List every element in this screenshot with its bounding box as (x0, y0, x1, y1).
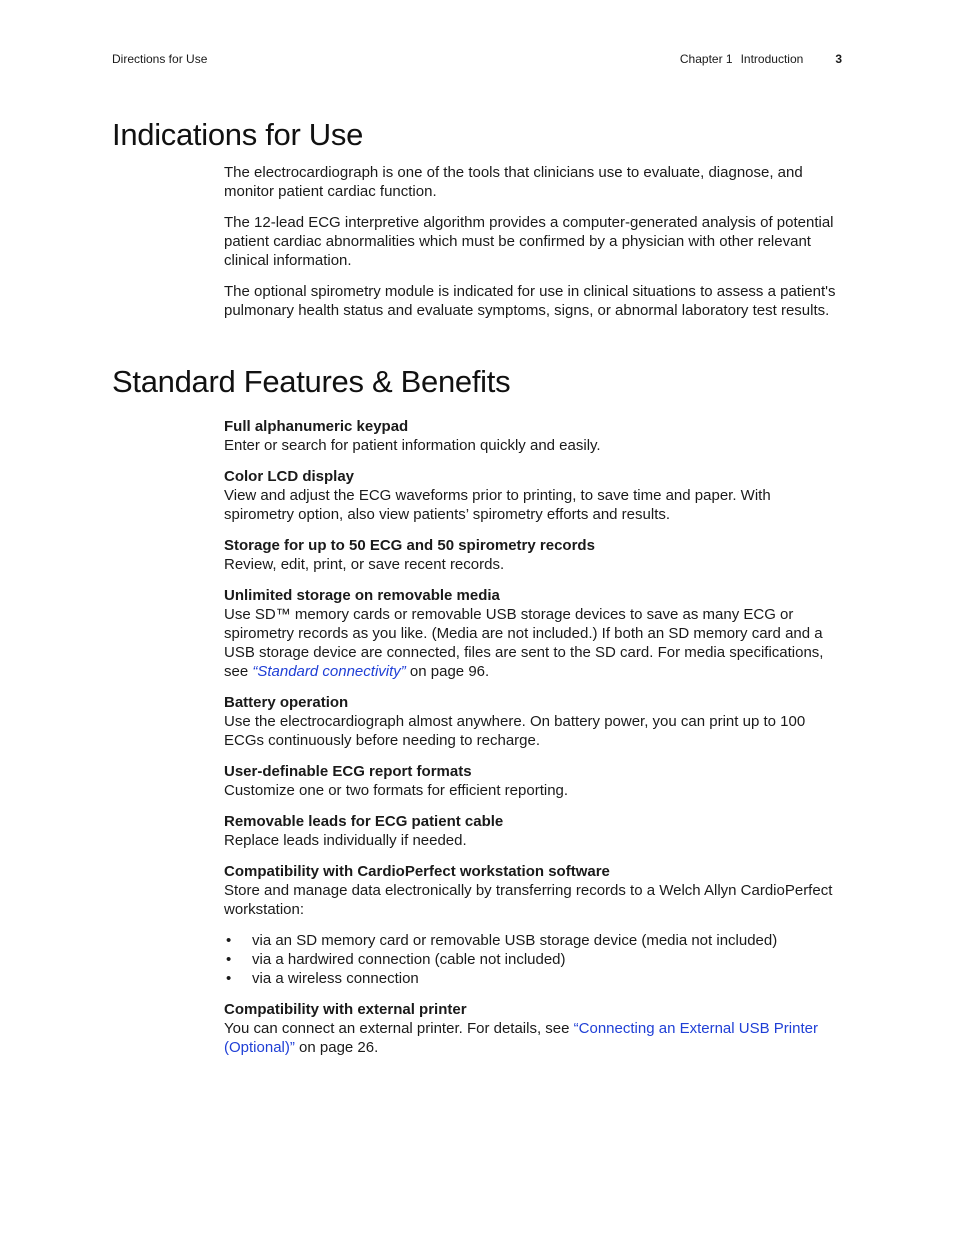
feature-description: View and adjust the ECG waveforms prior to printing, to save time and paper. With spirometry option, also view patients’ spirometry efforts and results. (224, 487, 771, 523)
bullet-item (224, 969, 844, 988)
bullet-text: via a hardwired connection (cable not included) (252, 951, 566, 968)
feature-title: Color LCD display (224, 468, 355, 485)
bullet-glyph: • (226, 932, 232, 949)
feature-title: Unlimited storage on removable media (224, 587, 500, 604)
paragraph: The optional spirometry module is indicated for use in clinical situations to assess a patient's pulmonary health status and evaluate symptoms, signs, or abnormal laboratory test results. (224, 283, 836, 319)
bullet-glyph: • (226, 970, 232, 987)
link-standard-connectivity[interactable]: “Standard connectivity” (252, 663, 406, 680)
running-header (112, 52, 842, 70)
bullet-glyph: • (226, 951, 232, 968)
feature-description (224, 1019, 844, 1057)
doc-title: Directions for Use (112, 52, 208, 66)
section-heading-indications: Indications for Use (112, 117, 364, 152)
section-heading-features: Standard Features & Benefits (112, 364, 511, 399)
feature-description: Store and manage data electronically by transferring records to a Welch Allyn CardioPerfect workstation: (224, 882, 833, 918)
page-reference: on page 96. (405, 663, 490, 680)
bullet-item (224, 950, 844, 969)
feature-item (224, 1000, 844, 1057)
feature-title: Storage for up to 50 ECG and 50 spirometry records (224, 537, 595, 554)
bullet-item (224, 931, 844, 950)
feature-description (224, 605, 844, 681)
feature-item (224, 586, 844, 681)
feature-description-text: Use SD™ memory cards or removable USB storage devices to save as many ECG or spirometry records as you like. (Media are not included.) If both an SD memory card and a USB storage device are connected, files are sent to the SD card. For media specifications, see (224, 606, 824, 680)
feature-item (224, 862, 844, 919)
feature-item (224, 693, 844, 750)
feature-item (224, 762, 844, 800)
feature-item (224, 467, 844, 524)
feature-title: Full alphanumeric keypad (224, 418, 409, 435)
chapter-number: Chapter 1 (679, 52, 733, 66)
connectivity-bullet-list (224, 931, 844, 988)
indications-body (224, 163, 844, 332)
bullet-text: via a wireless connection (252, 970, 419, 987)
page-reference: on page 26. (294, 1039, 379, 1056)
chapter-title: Introduction (740, 52, 804, 66)
feature-description: Customize one or two formats for efficient reporting. (224, 782, 569, 799)
feature-title: Removable leads for ECG patient cable (224, 813, 504, 830)
paragraph: The electrocardiograph is one of the tools that clinicians use to evaluate, diagnose, and monitor patient cardiac function. (224, 164, 803, 200)
feature-item (224, 417, 844, 455)
bullet-text: via an SD memory card or removable USB storage device (media not included) (252, 932, 778, 949)
feature-title: Compatibility with CardioPerfect workstation software (224, 863, 610, 880)
feature-item (224, 536, 844, 574)
link-external-usb-printer[interactable]: “Connecting an External USB Printer (Optional)” (224, 1020, 818, 1056)
feature-description: Use the electrocardiograph almost anywhere. On battery power, you can print up to 100 ECGs continuously before needing to recharge. (224, 713, 806, 749)
feature-description: Replace leads individually if needed. (224, 832, 467, 849)
feature-description: Enter or search for patient information quickly and easily. (224, 437, 601, 454)
feature-title: Compatibility with external printer (224, 1001, 467, 1018)
feature-title: Battery operation (224, 694, 349, 711)
chapter-info (680, 52, 842, 66)
feature-title: User-definable ECG report formats (224, 763, 472, 780)
features-body (224, 417, 844, 1069)
feature-description-text: You can connect an external printer. For details, see (224, 1020, 574, 1037)
feature-item (224, 812, 844, 850)
paragraph: The 12-lead ECG interpretive algorithm provides a computer-generated analysis of potential patient cardiac abnormalities which must be confirmed by a physician with other relevant clinical information. (224, 214, 834, 269)
page-number: 3 (835, 52, 842, 66)
feature-description: Review, edit, print, or save recent records. (224, 556, 505, 573)
